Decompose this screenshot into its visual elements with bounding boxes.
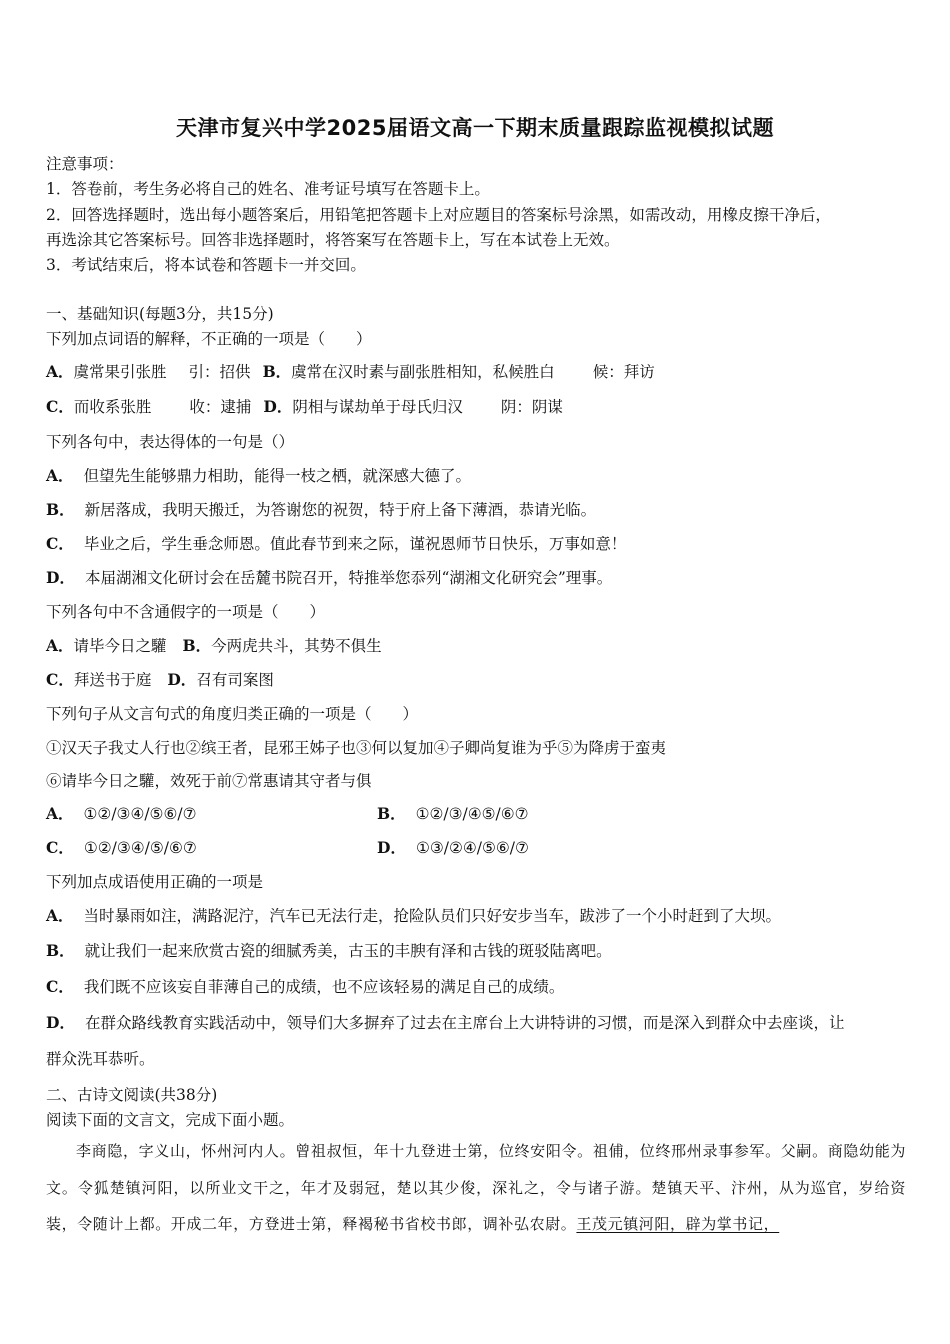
q1-d-label: D．	[263, 397, 293, 416]
q4-option-d: D． ①③/②④/⑤⑥/⑦	[377, 838, 529, 857]
q4-stem: 下列句子从文言句式的角度归类正确的一项是（ ）	[46, 705, 419, 723]
q2-option-c: C． 毕业之后，学生垂念师恩。值此春节到来之际，谨祝恩师节日快乐，万事如意！	[46, 534, 627, 553]
q1-stem: 下列加点词语的解释，不正确的一项是（ ）	[46, 330, 372, 348]
section2-heading: 二、古诗文阅读(共38分)	[46, 1086, 218, 1104]
q4-option-c: C． ①②/③④/⑤/⑥⑦	[46, 838, 197, 857]
q4-option-a: A． ①②/③④/⑤⑥/⑦	[46, 804, 197, 823]
q1-c-text: 而收系张胜	[73, 398, 152, 416]
q5-option-b: B． 就让我们一起来欣赏古瓷的细腻秀美，古玉的丰腴有泽和古钱的斑驳陆离吧。	[46, 941, 612, 960]
q3-stem: 下列各句中不含通假字的一项是（ ）	[46, 603, 326, 621]
q4-sentences-2: ⑥请毕今日之驩，效死于前⑦常惠请其守者与俱	[46, 772, 372, 790]
notice-heading: 注意事项：	[46, 155, 124, 173]
q5-option-d: D． 在群众路线教育实践活动中，领导们大多摒弃了过去在主席台上大讲特讲的习惯，而是深入到群众中去座谈，让	[46, 1013, 845, 1032]
q1-options-cd	[46, 395, 563, 417]
q1-c-note: 收：逮捕	[189, 398, 252, 416]
q1-b-note: 候：拜访	[592, 363, 655, 381]
q5-option-c: C． 我们既不应该妄自菲薄自己的成绩，也不应该轻易的满足自己的成绩。	[46, 977, 565, 996]
q5-option-d-cont: 群众洗耳恭听。	[46, 1050, 155, 1068]
q3-options-cd: C．拜送书于庭 D．召有司案图	[46, 670, 274, 689]
q1-options-ab	[46, 360, 655, 382]
q1-d-text: 阴相与谋劫单于母氏归汉	[292, 398, 463, 416]
q1-c-label: C．	[46, 397, 74, 416]
q2-option-b: B． 新居落成，我明天搬迁，为答谢您的祝贺，特于府上备下薄酒，恭请光临。	[46, 500, 597, 519]
q1-a-text: 虞常果引张胜	[73, 363, 167, 381]
q2-option-a: A． 但望先生能够鼎力相助，能得一枝之栖，就深感大德了。	[46, 466, 472, 485]
q1-b-label: B．	[262, 362, 292, 381]
q3-options-ab: A．请毕今日之驩 B．今两虎共斗，其势不俱生	[46, 636, 382, 655]
notice-item-2-cont: 再选涂其它答案标号。回答非选择题时，将答案写在答题卡上，写在本试卷上无效。	[46, 231, 620, 249]
passage-underlined-text: 王茂元镇河阳，辟为掌书记，	[576, 1215, 780, 1233]
q1-d-note: 阴：阴谋	[500, 398, 563, 416]
notice-item-2: 2．回答选择题时，选出每小题答案后，用铅笔把答题卡上对应题目的答案标号涂黑，如需改动，用橡皮擦干净后，	[46, 206, 831, 224]
passage-text: 李商隐，字义山，怀州河内人。曾祖叔恒，年十九登进士第，位终安阳令。祖俌，位终邢州录事参军。父嗣。商隐幼能为文。令狐楚镇河阳，以所业文干之，年才及弱冠，楚以其少俊，深礼之，令与诸子游。楚镇天平、汴州，从为巡官，岁给资装，令随计上都。开成二年，方登进士第，释褐秘书省校书郎，调补弘农尉。	[46, 1142, 906, 1233]
q4-option-b: B． ①②/③/④⑤/⑥⑦	[377, 804, 529, 823]
notice-item-3: 3．考试结束后，将本试卷和答题卡一并交回。	[46, 256, 366, 274]
classical-passage	[46, 1133, 906, 1243]
exam-title: 天津市复兴中学2025届语文高一下期末质量跟踪监视模拟试题	[176, 116, 774, 140]
notice-item-1: 1．答卷前，考生务必将自己的姓名、准考证号填写在答题卡上。	[46, 180, 490, 198]
section1-heading: 一、基础知识(每题3分，共15分)	[46, 305, 274, 323]
q1-b-text: 虞常在汉时素与副张胜相知，私候胜白	[291, 363, 555, 381]
q1-a-label: A．	[46, 362, 74, 381]
q2-option-d: D． 本届湖湘文化研讨会在岳麓书院召开，特推举您忝列“湖湘文化研究会”理事。	[46, 568, 613, 587]
q5-option-a: A． 当时暴雨如注，满路泥泞，汽车已无法行走，抢险队员们只好安步当车，跋涉了一个小时赶到了大坝。	[46, 906, 782, 925]
q1-a-note: 引：招供	[188, 363, 251, 381]
q5-stem: 下列加点成语使用正确的一项是	[46, 873, 264, 891]
q4-sentences-1: ①汉天子我丈人行也②缤王者，昆邪王姊子也③何以复加④子卿尚复谁为乎⑤为降虏于蛮夷	[46, 739, 667, 757]
section2-instruction: 阅读下面的文言文，完成下面小题。	[46, 1111, 295, 1129]
q2-stem: 下列各句中，表达得体的一句是（）	[46, 433, 295, 451]
